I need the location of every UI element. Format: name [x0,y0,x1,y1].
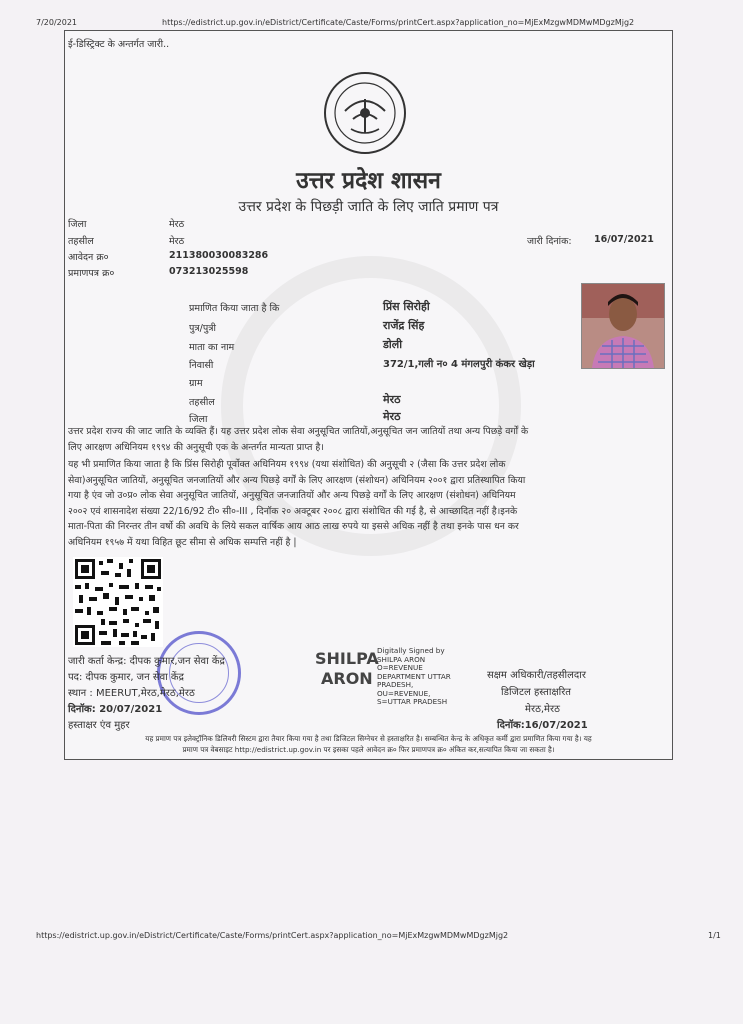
detail-value-tehsil: मेरठ [383,393,401,406]
digital-signature-name-2: ARON [321,669,373,688]
detail-value-name: प्रिंस सिरोही [383,300,430,313]
footer-url: https://edistrict.up.gov.in/eDistrict/Certificate/Caste/Forms/printCert.aspx?application_no=MjExMzgwMDMwMDgzMjg2 [36,931,509,940]
issuer-post: पद: दीपक कुमार, जन सेवा केंद्र [68,672,184,683]
meta-label-district: जिला [68,219,87,230]
detail-label-tehsil: तहसील [189,397,215,408]
detail-label-district: जिला [189,414,208,425]
detail-label-village: ग्राम [189,378,203,389]
page-count: 1/1 [708,931,721,940]
signature-detail-line: O=REVENUE [377,663,423,672]
authority-place: मेरठ,मेरठ [525,704,560,715]
detail-label-certify: प्रमाणित किया जाता है कि [189,303,280,314]
detail-value-father: राजेंद्र सिंह [383,319,425,332]
footnote-line: यह प्रमाण पत्र इलेक्ट्रॉनिक डिलिवरी सिस्टम द्वारा तैयार किया गया है तथा डिजिटल सिग्नेचर से हस्ताक्षरित है। सम्बन्धित केन्द्र के अधिकृत कर्मी द्वारा प्रमाणित किया गया है। यह [145,734,592,743]
signature-detail-line: Digitally Signed by [377,646,445,655]
print-date: 7/20/2021 [36,18,78,27]
certificate [64,30,673,760]
paragraph-line: अधिनियम १९५७ में यथा विहित छूट सीमा से अधिक सम्पत्ति नहीं है | [68,536,297,548]
detail-label-residence: निवासी [189,360,214,371]
meta-value-application-no: 211380030083286 [169,250,269,261]
detail-label-father: पुत्र/पुत्री [189,323,216,334]
issue-date-label: जारी दिनांक: [527,236,572,247]
digital-signature-name-1: SHILPA [315,649,379,668]
authority-title: सक्षम अधिकारी/तहसीलदार [487,670,586,681]
signature-detail-line: S=UTTAR PRADESH [377,697,448,706]
paragraph-line: यह भी प्रमाणित किया जाता है कि प्रिंस सिरोही पूर्वोक्त अधिनियम १९९४ (यथा संशोधित) की अनुसूची २ (जैसा कि उत्तर प्रदेश लोक [68,459,506,470]
exclusion-statement [68,457,668,550]
paragraph-line: सेवा)अनुसूचित जातियों, अनुसूचित जनजातियों और अन्य पिछड़े वर्गों के लिए आरक्षण (संशोधन) अधिनियम २००१ द्वारा प्रतिस्थापित किया [68,474,526,486]
digital-signature-details [377,647,451,707]
applicant-photo [581,283,665,369]
detail-value-residence: 372/1,गली न० 4 मंगलपुरी कंकर खेड़ा [383,359,535,370]
authority-sign: डिजिटल हस्ताक्षरित [501,687,571,698]
paragraph-line: गया है एंव जो उ०प्र० लोक सेवा अनुसूचित जातियों, अनुसूचित जनजातियों और अन्य पिछड़े वर्गों के लिए आरक्षण (संशोधन) अधिनियम [68,490,516,501]
issuer-date: दिनॉक: 20/07/2021 [68,704,163,715]
detail-value-district: मेरठ [383,410,401,423]
certificate-title: उत्तर प्रदेश के पिछड़ी जाति के लिए जाति प्रमाण पत्र [238,199,499,215]
meta-value-tehsil: मेरठ [169,236,185,247]
caste-statement [68,424,668,455]
up-government-seal [323,71,407,155]
paragraph-line: लिए आरक्षण अधिनियम १९९४ की अनुसूची एक के अन्तर्गत मान्यता प्राप्त है। [68,441,324,453]
certificate-footnote [65,733,672,755]
authority-date: दिनॉक:16/07/2021 [497,720,588,731]
meta-label-tehsil: तहसील [68,236,94,247]
print-url: https://edistrict.up.gov.in/eDistrict/Certificate/Caste/Forms/printCert.aspx?application_no=MjExMzgwMDMwMDgzMjg2 [162,18,635,27]
issuer-sign-label: हस्ताक्षर एंव मुहर [68,720,130,731]
signature-detail-line: SHILPA ARON [377,654,426,664]
paragraph-line: उत्तर प्रदेश राज्य की जाट जाति के व्यक्ति हैं। यह उत्तर प्रदेश लोक सेवा अनुसूचित जातियों,अनुसूचित जन जातियों तथा अन्य पिछड़े वर्गों के [68,426,529,437]
edistrict-note: ई-डिस्ट्रिक्ट के अन्तर्गत जारी.. [68,39,170,50]
paragraph-line: २००२ एवं शासनादेश संख्या 22/16/92 टी० सी०-III , दिनॉक २० अक्टूबर २००८ द्वारा संशोधित की गई है, से आच्छादित नहीं है।इनके [68,505,518,517]
issuer-center: जारी कर्ता केन्द्र: दीपक कुमार,जन सेवा केंद्र [68,656,225,667]
qr-code [73,557,163,647]
paragraph-line: माता-पिता की निरन्तर तीन वर्षो की अवधि के लिये सकल वार्षिक आय आठ लाख रुपये या इससे अधिक नहीं है तथा इनके पास धन कर [68,521,519,532]
meta-label-application-no: आवेदन क्र० [68,252,109,263]
detail-label-mother: माता का नाम [189,342,235,353]
signature-detail-line: DEPARTMENT UTTAR [377,671,451,681]
signature-detail-line: PRADESH, [377,680,414,689]
meta-value-district: मेरठ [169,219,185,230]
signature-detail-line: OU=REVENUE, [377,688,431,698]
issue-date-value: 16/07/2021 [594,234,654,245]
meta-label-certificate-no: प्रमाणपत्र क्र० [68,268,115,279]
issuer-place: स्थान : MEERUT,मेरठ,मेरठ,मेरठ [68,688,195,699]
government-title: उत्तर प्रदेश शासन [296,168,441,194]
footnote-line: प्रमाण पत्र वेबसाइट http://edistrict.up.gov.in पर इसका पहले आवेदन क्र० फिर प्रमाणपत्र क्र० अंकित कर,सत्यापित किया जा सकता है। [182,745,555,754]
detail-value-mother: डोली [383,338,403,351]
meta-value-certificate-no: 073213025598 [169,266,249,277]
